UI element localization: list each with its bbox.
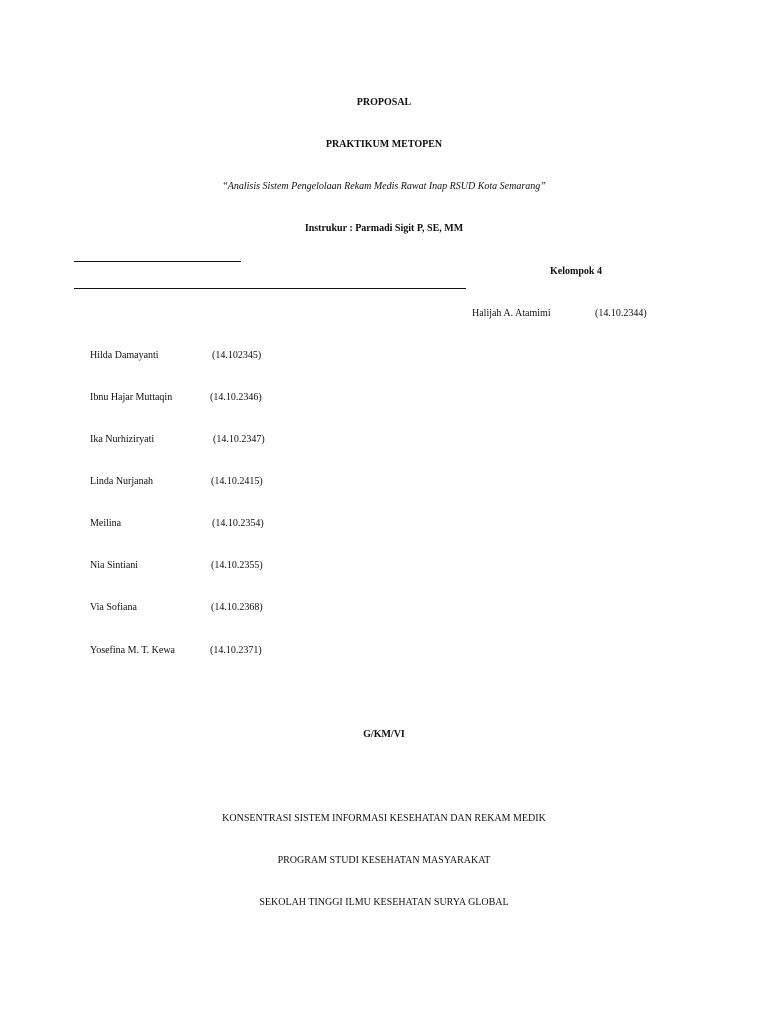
member-name: Ika Nurhiziryati bbox=[90, 434, 155, 445]
proposal-topic: “Analisis Sistem Pengelolaan Rekam Medis Rawat Inap RSUD Kota Semarang” bbox=[222, 181, 546, 192]
member-id: (14.102345) bbox=[212, 350, 262, 361]
class-code: G/KM/VI bbox=[363, 729, 405, 740]
member-name: Hilda Damayanti bbox=[90, 350, 159, 361]
member-id: (14.10.2346) bbox=[210, 392, 262, 403]
institution-line: SEKOLAH TINGGI ILMU KESEHATAN SURYA GLOBAL bbox=[259, 897, 509, 908]
long-divider bbox=[74, 288, 466, 289]
short-divider bbox=[74, 261, 241, 262]
member-name: Nia Sintiani bbox=[90, 560, 139, 571]
member-id: (14.10.2347) bbox=[213, 434, 265, 445]
group-label: Kelompok 4 bbox=[550, 266, 602, 277]
study-program-line: PROGRAM STUDI KESEHATAN MASYARAKAT bbox=[277, 855, 491, 866]
member-id: (14.10.2415) bbox=[211, 476, 263, 487]
document-title: PROPOSAL bbox=[356, 97, 412, 108]
concentration-line: KONSENTRASI SISTEM INFORMASI KESEHATAN DAN REKAM MEDIK bbox=[222, 813, 546, 824]
member-id: (14.10.2368) bbox=[211, 602, 263, 613]
member-id: (14.10.2371) bbox=[210, 645, 262, 656]
member-name: Linda Nurjanah bbox=[90, 476, 154, 487]
instructor-line: Instrukur : Parmadi Sigit P, SE, MM bbox=[304, 223, 464, 234]
course-title: PRAKTIKUM METOPEN bbox=[325, 139, 443, 150]
member-id: (14.10.2355) bbox=[211, 560, 263, 571]
member-name: Halijah A. Atamimi bbox=[472, 308, 551, 319]
member-id: (14.10.2354) bbox=[212, 518, 264, 529]
member-id: (14.10.2344) bbox=[595, 308, 647, 319]
member-name: Ibnu Hajar Muttaqin bbox=[90, 392, 173, 403]
member-name: Meilina bbox=[90, 518, 122, 529]
member-name: Via Sofiana bbox=[90, 602, 137, 613]
member-name: Yosefina M. T. Kewa bbox=[90, 645, 175, 656]
